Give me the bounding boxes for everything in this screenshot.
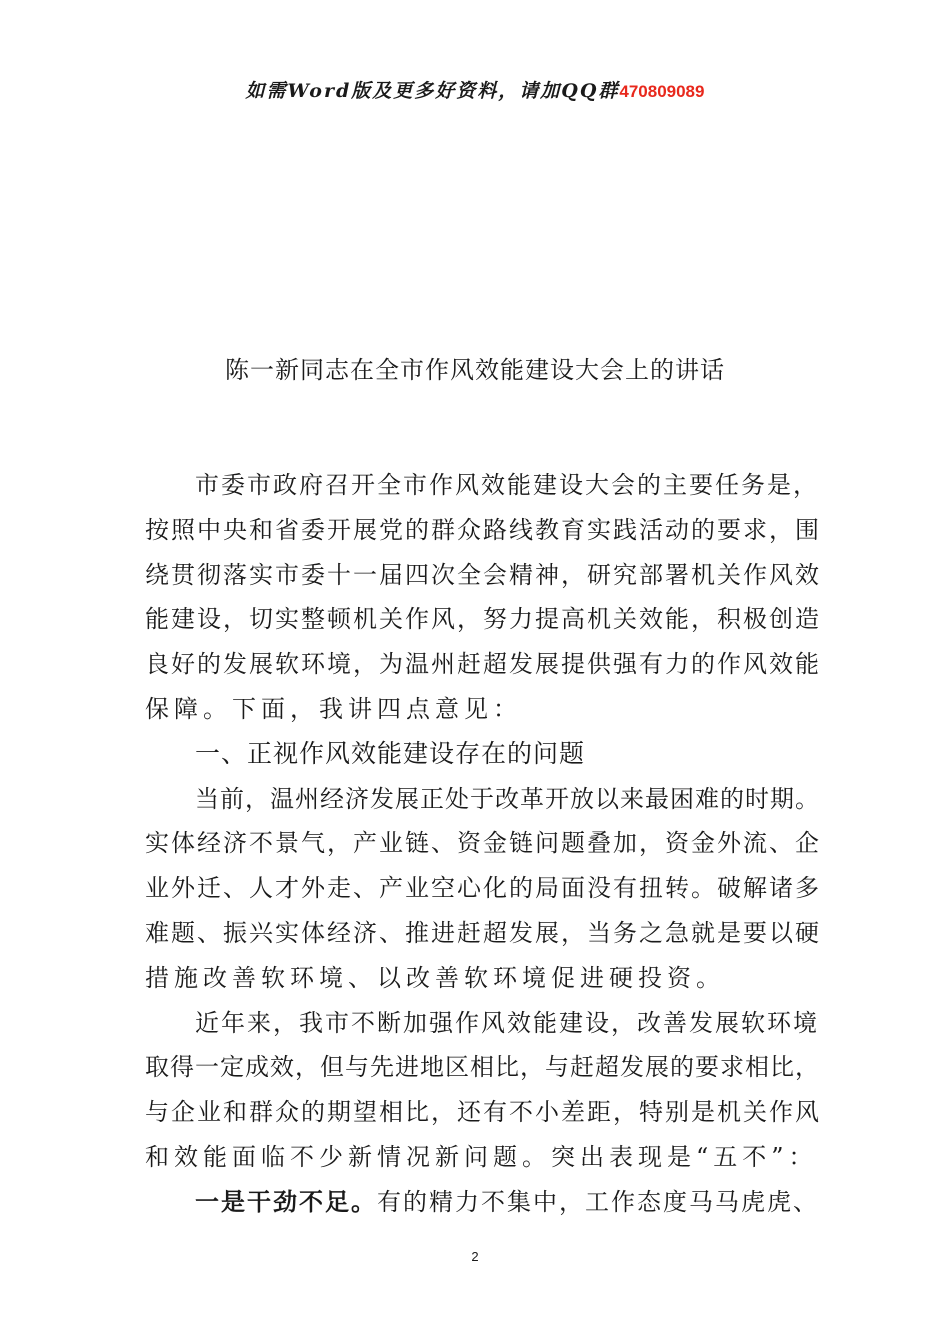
text-line: 措施改善软环境、以改善软环境促进硬投资。: [145, 963, 725, 992]
paragraph-point-one: [145, 1180, 825, 1225]
text-line: 能建设，切实整顿机关作风，努力提高机关效能，积极创造: [145, 605, 821, 634]
text-line: 良好的发展软环境，为温州赶超发展提供强有力的作风效能: [145, 650, 821, 679]
paragraph-recent-years: [145, 1001, 825, 1180]
bold-lead: 一是干劲不足。: [195, 1186, 377, 1216]
text-line: 和效能面临不少新情况新问题。突出表现是“五不”：: [145, 1142, 818, 1171]
text-line: 取得一定成效，但与先进地区相比，与赶超发展的要求相比，: [145, 1053, 820, 1082]
section-heading: 一、正视作风效能建设存在的问题: [195, 738, 586, 768]
text-line: 业外迁、人才外走、产业空心化的局面没有扭转。破解诸多: [145, 874, 821, 903]
page-number: 2: [471, 1249, 479, 1264]
paragraph-intro: [145, 463, 825, 732]
text-line: 绕贯彻落实市委十一届四次全会精神，研究部署机关作风效: [145, 560, 821, 589]
header-text: 如需Word版及更多好资料，请加QQ群: [245, 80, 620, 102]
text-line: 保障。下面，我讲四点意见：: [145, 694, 522, 723]
paragraph-current-situation: [145, 777, 825, 1001]
text-line: 近年来，我市不断加强作风效能建设，改善发展软环境: [195, 1008, 819, 1037]
watermark-header: [0, 76, 950, 103]
text-line: 当前，温州经济发展正处于改革开放以来最困难的时期。: [195, 784, 820, 813]
document-body: [145, 463, 825, 1225]
qq-number: 470809089: [619, 82, 705, 101]
text-line: 与企业和群众的期望相比，还有不小差距，特别是机关作风: [145, 1098, 821, 1127]
text-line: 难题、振兴实体经济、推进赶超发展，当务之急就是要以硬: [145, 918, 821, 947]
text-line: 实体经济不景气，产业链、资金链问题叠加，资金外流、企: [145, 829, 821, 858]
lead-rest: 有的精力不集中，工作态度马马虎虎、: [377, 1187, 819, 1216]
text-line: [145, 1180, 825, 1225]
text-line: 按照中央和省委开展党的群众路线教育实践活动的要求，围: [145, 515, 821, 544]
text-line: 市委市政府召开全市作风效能建设大会的主要任务是，: [195, 471, 819, 499]
document-title: 陈一新同志在全市作风效能建设大会上的讲话: [225, 356, 725, 384]
